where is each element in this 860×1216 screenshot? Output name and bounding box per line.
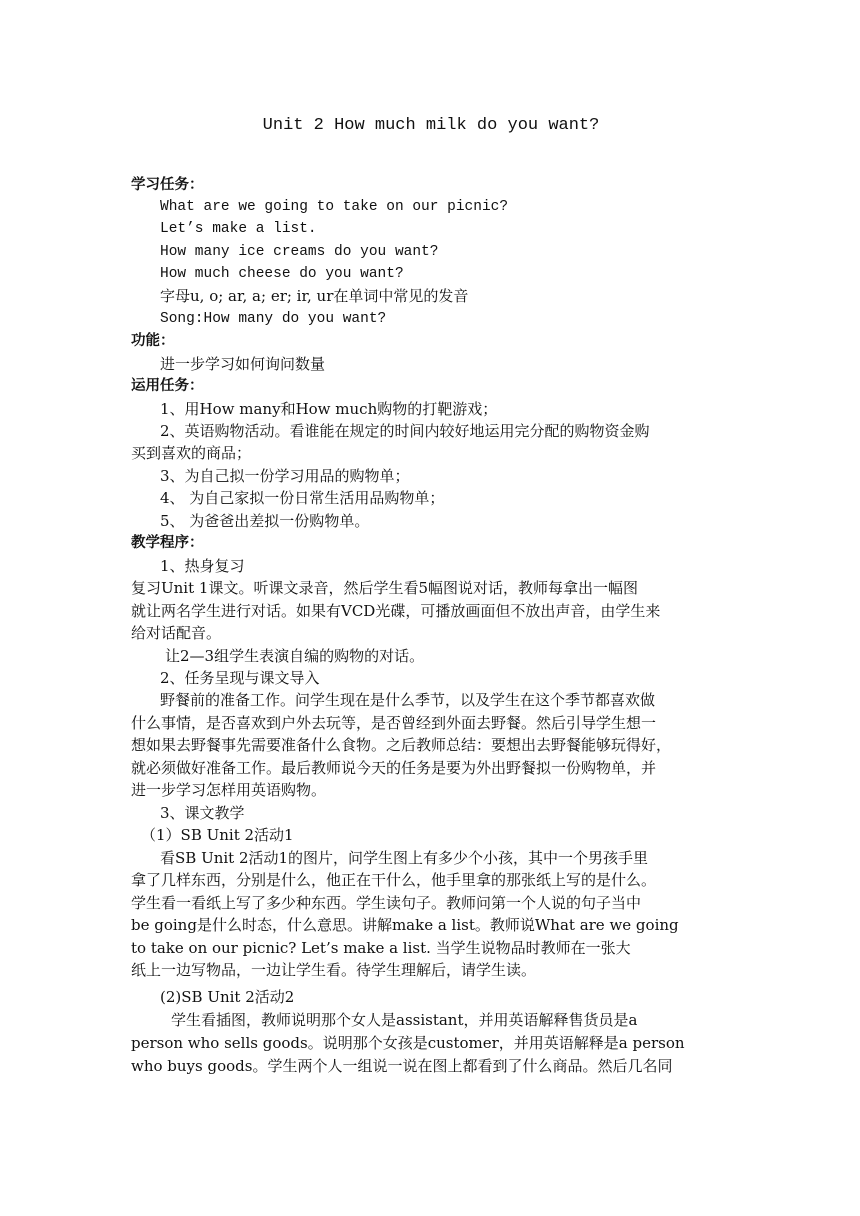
- section-heading-function: 功能：: [131, 333, 175, 349]
- task-line: What are we going to take on our picnic?: [160, 199, 509, 215]
- procedure-line: person who sells goods。说明那个女孩是customer，并用英语解释是a person: [131, 1034, 685, 1052]
- procedure-line: 纸上一边写物品，一边让学生看。待学生理解后，请学生读。: [131, 961, 537, 979]
- procedure-line: 学生看插图，教师说明那个女人是assistant，并用英语解释售货员是a: [171, 1011, 638, 1029]
- procedure-line: 拿了几样东西，分别是什么，他正在干什么，他手里拿的那张纸上写的是什么。: [131, 871, 657, 889]
- document-title: Unit 2 How much milk do you want?: [262, 116, 600, 135]
- task-line: How many ice creams do you want?: [160, 244, 439, 260]
- procedure-line: 复习Unit 1课文。听课文录音，然后学生看5幅图说对话，教师每拿出一幅图: [131, 579, 638, 597]
- apply-line: 买到喜欢的商品；: [131, 444, 252, 462]
- procedure-line: 学生看一看纸上写了多少种东西。学生读句子。教师问第一个人说的句子当中: [131, 894, 642, 912]
- procedure-line: 想如果去野餐事先需要准备什么食物。之后教师总结：要想出去野餐能够玩得好，: [131, 736, 672, 754]
- procedure-line: 进一步学习怎样用英语购物。: [131, 781, 327, 799]
- task-line: Let’s make a list.: [160, 221, 317, 237]
- section-heading-procedure: 教学程序：: [131, 535, 204, 551]
- apply-line: 1、用How many和How much购物的打靶游戏；: [160, 400, 498, 418]
- procedure-line: 就让两名学生进行对话。如果有VCD光碟，可播放画面但不放出声音，由学生来: [131, 602, 661, 620]
- procedure-line: 让2—3组学生表演自编的购物的对话。: [165, 647, 425, 665]
- task-line: 字母u, o; ar, a; er; ir, ur在单词中常见的发音: [160, 287, 469, 305]
- apply-line: 4、 为自己家拟一份日常生活用品购物单；: [160, 489, 445, 507]
- procedure-line: 什么事情，是否喜欢到户外去玩等，是否曾经到外面去野餐。然后引导学生想一: [131, 714, 657, 732]
- procedure-line: 1、热身复习: [160, 557, 245, 575]
- task-line: Song:How many do you want?: [160, 311, 387, 327]
- procedure-line: 3、课文教学: [160, 804, 245, 822]
- procedure-line: (2)SB Unit 2活动2: [160, 988, 295, 1006]
- procedure-line: to take on our picnic? Let’s make a list. 当学生说物品时教师在一张大: [131, 939, 631, 957]
- procedure-line: 看SB Unit 2活动1的图片，问学生图上有多少个小孩，其中一个男孩手里: [160, 849, 649, 867]
- procedure-line: be going是什么时态，什么意思。讲解make a list。教师说What are we going: [131, 916, 679, 934]
- section-heading-tasks: 学习任务：: [131, 177, 204, 193]
- procedure-line: 给对话配音。: [131, 624, 222, 642]
- function-line: 进一步学习如何询问数量: [160, 355, 326, 373]
- apply-line: 2、英语购物活动。看谁能在规定的时间内较好地运用完分配的购物资金购: [160, 422, 650, 440]
- apply-line: 5、 为爸爸出差拟一份购物单。: [160, 512, 370, 530]
- procedure-line: （1）SB Unit 2活动1: [141, 826, 294, 844]
- apply-line: 3、为自己拟一份学习用品的购物单；: [160, 467, 410, 485]
- task-line: How much cheese do you want?: [160, 266, 404, 282]
- procedure-line: who buys goods。学生两个人一组说一说在图上都看到了什么商品。然后几名同: [131, 1057, 673, 1075]
- procedure-line: 2、任务呈现与课文导入: [160, 669, 320, 687]
- procedure-line: 野餐前的准备工作。问学生现在是什么季节，以及学生在这个季节都喜欢做: [160, 691, 656, 709]
- section-heading-apply: 运用任务：: [131, 378, 204, 394]
- procedure-line: 就必须做好准备工作。最后教师说今天的任务是要为外出野餐拟一份购物单，并: [131, 759, 657, 777]
